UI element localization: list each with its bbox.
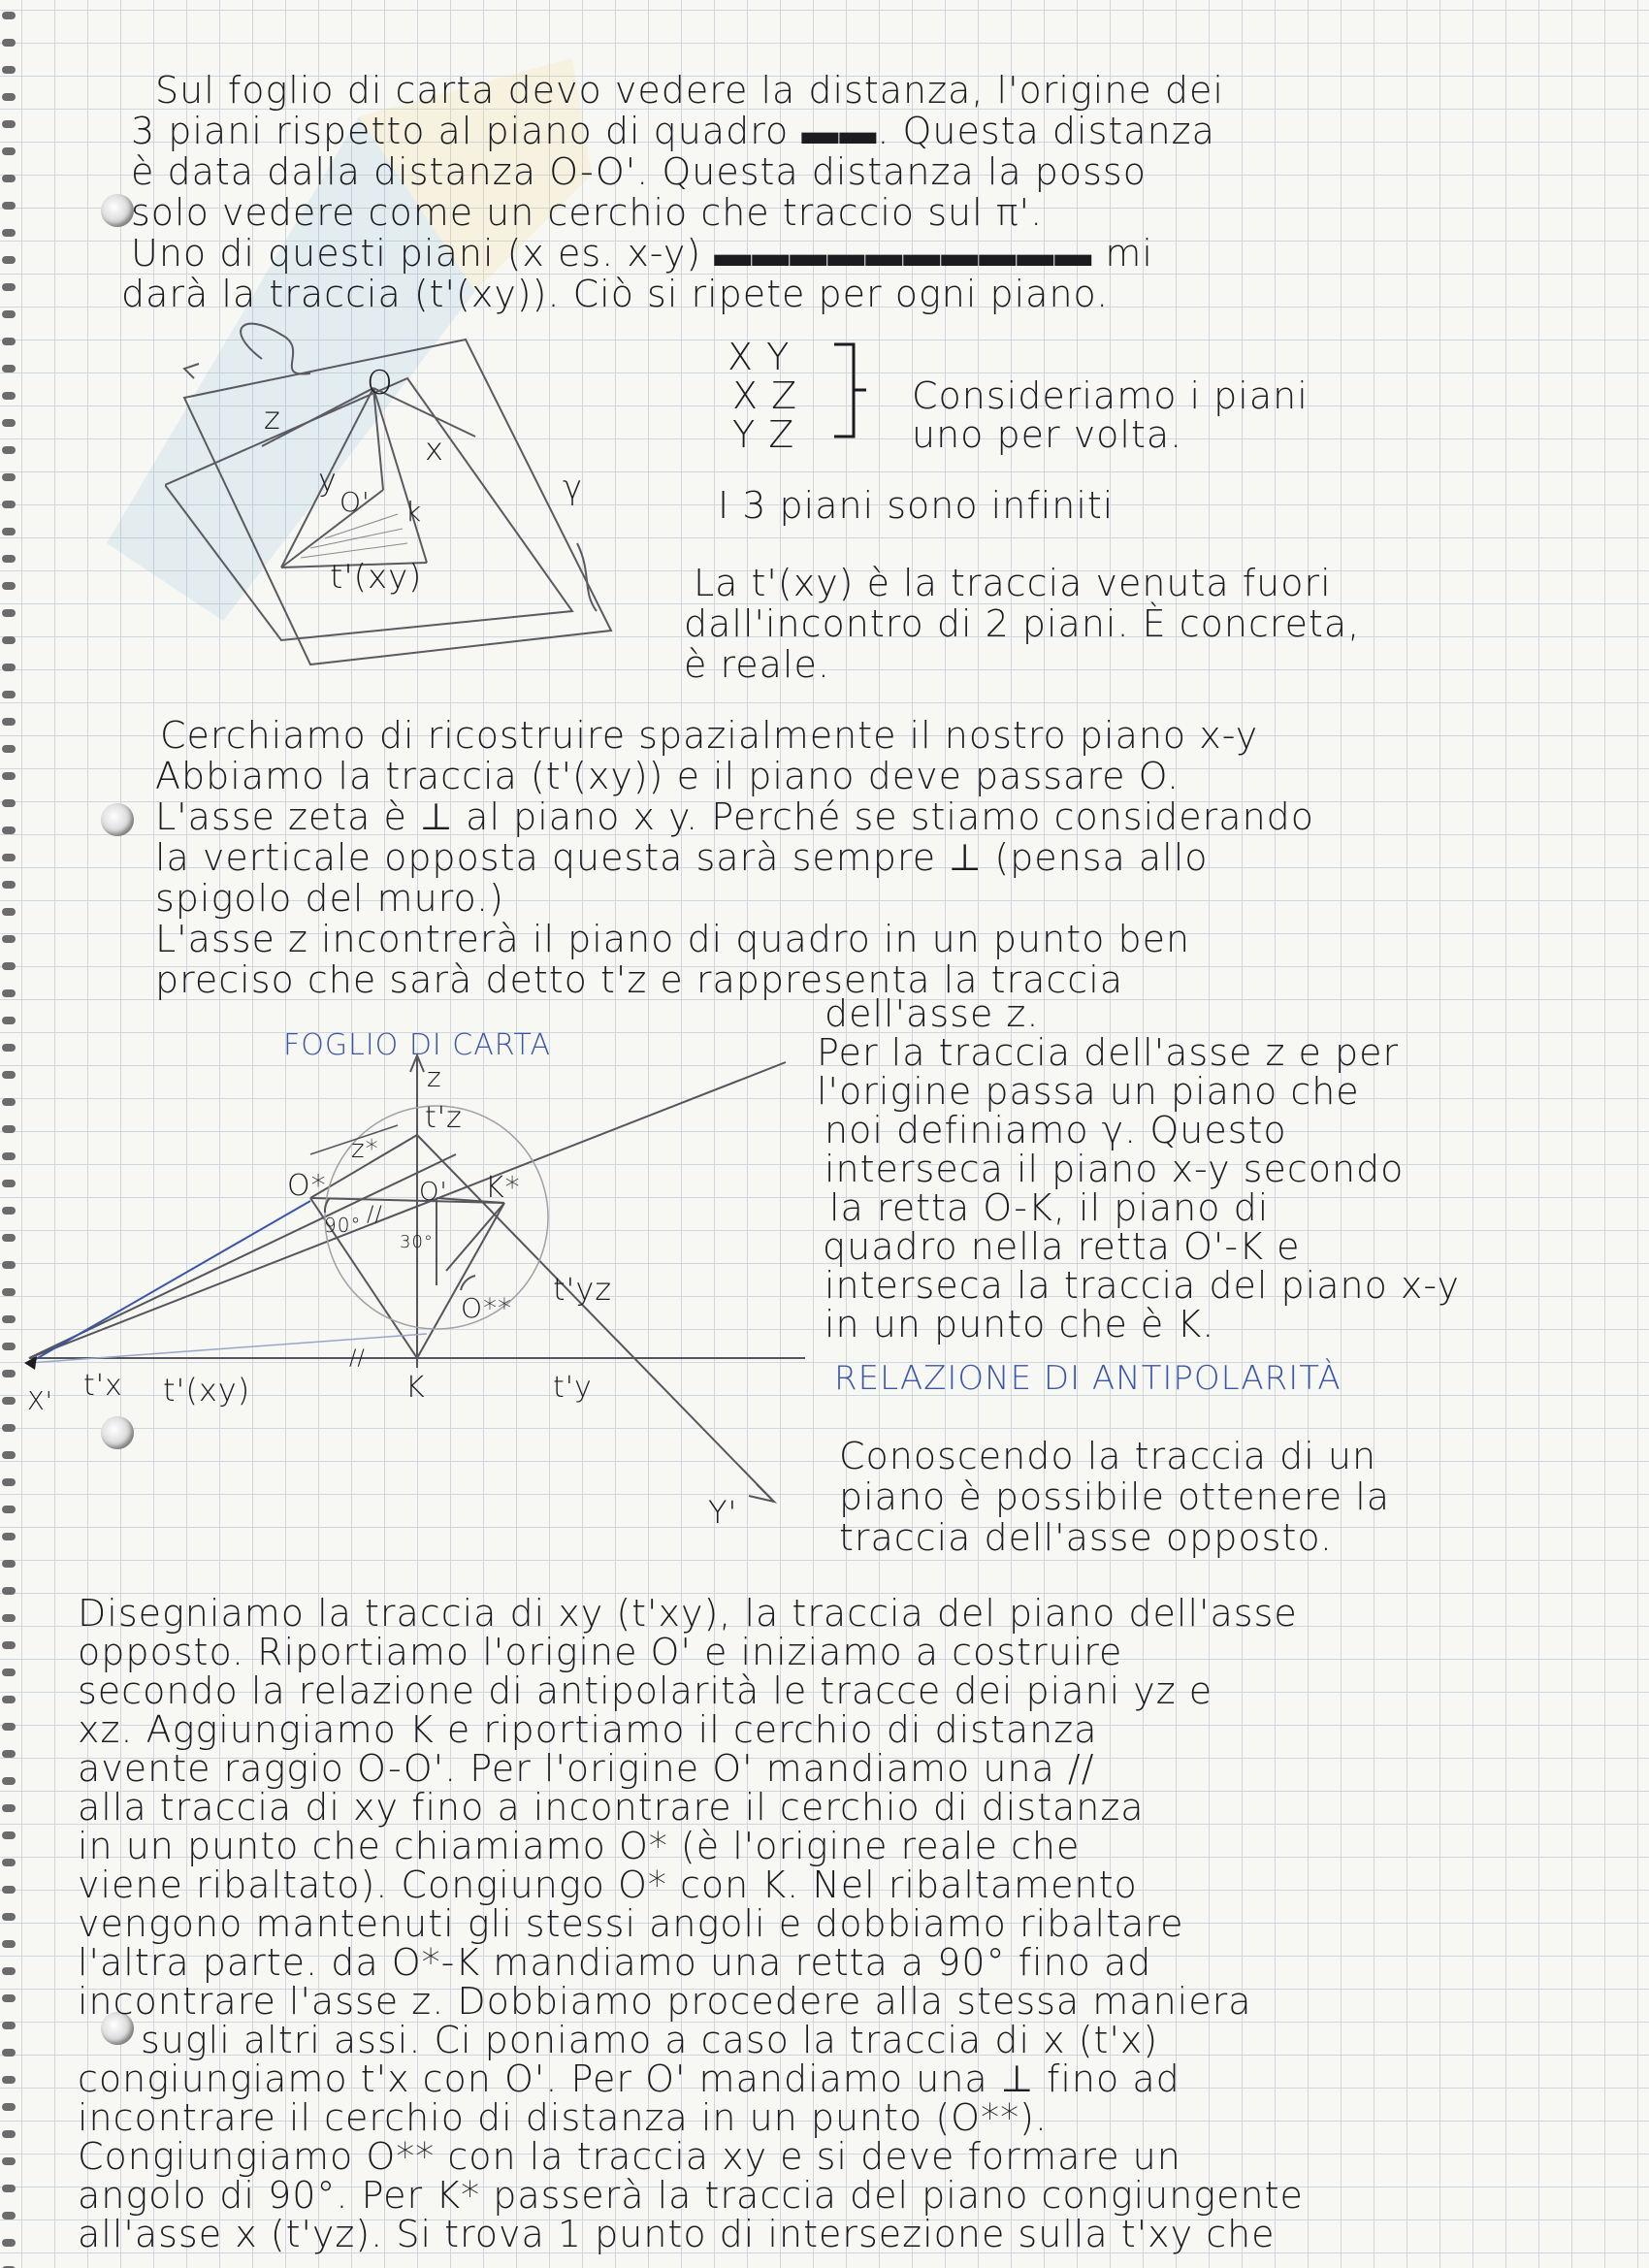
spiral-ring <box>2 2239 16 2247</box>
spiral-ring <box>2 1397 16 1405</box>
spiral-ring <box>2 1234 16 1242</box>
text-line: 3 piani rispetto al piano di quadro ▬▬. Questa distanza <box>131 110 1215 152</box>
spiral-ring <box>2 854 16 861</box>
spiral-ring <box>2 501 16 508</box>
spiral-ring <box>2 1478 16 1486</box>
spiral-ring <box>2 1506 16 1513</box>
spiral-ring <box>2 2157 16 2165</box>
spiral-ring <box>2 338 16 345</box>
label-yprime: Y' <box>708 1494 738 1531</box>
text-line: alla traccia di xy fino a incontrare il cerchio di distanza <box>78 1786 1145 1829</box>
spiral-ring <box>2 555 16 563</box>
spiral-ring <box>2 12 16 19</box>
label-tx: t'x <box>83 1369 123 1403</box>
spiral-ring <box>2 1071 16 1079</box>
spiral-ring <box>2 1967 16 1975</box>
text-line: opposto. Riportiamo l'origine O' e iniziamo a costruire <box>78 1631 1123 1673</box>
label-origin-prime: O' <box>340 486 371 518</box>
text-line: quadro nella retta O'-K e <box>823 1225 1301 1268</box>
text-line: Congiungiamo O** con la traccia xy e si deve formare un <box>78 2135 1181 2178</box>
text-line: noi definiamo γ. Questo <box>824 1109 1287 1151</box>
spiral-ring <box>2 392 16 400</box>
text-line: interseca il piano x-y secondo <box>824 1148 1405 1190</box>
label-axis-x: x <box>425 431 444 468</box>
spiral-ring <box>2 310 16 318</box>
spiral-ring <box>2 1370 16 1377</box>
label-parallel: // <box>367 1203 383 1227</box>
blue-line <box>29 1201 310 1363</box>
spiral-ring <box>2 1125 16 1133</box>
text-line: L'asse zeta è ⊥ al piano x y. Perché se stiamo considerando <box>155 795 1315 838</box>
label-z: z <box>427 1061 442 1093</box>
spiral-ring <box>2 446 16 454</box>
text-line: xz. Aggiungiamo K e riportiamo il cerchio di distanza <box>78 1708 1098 1751</box>
text-line: spigolo del muro.) <box>155 877 504 920</box>
text-line: angolo di 90°. Per K* passerà la traccia del piano congiungente <box>78 2174 1304 2217</box>
spiral-ring <box>2 1913 16 1921</box>
text-line: Disegniamo la traccia di xy (t'xy), la traccia del piano dell'asse <box>78 1592 1298 1635</box>
label-k: K <box>405 1371 426 1405</box>
spiral-ring <box>2 256 16 264</box>
spiral-ring <box>2 1451 16 1459</box>
spiral-ring <box>2 1859 16 1866</box>
spiral-ring <box>2 1750 16 1758</box>
line-tz-x <box>29 1062 786 1358</box>
spiral-ring <box>2 1315 16 1323</box>
label-tz: t'z <box>425 1101 463 1135</box>
spiral-ring <box>2 582 16 590</box>
spiral-ring <box>2 147 16 155</box>
text-line: solo vedere come un cerchio che traccio sul π'. <box>131 191 1044 234</box>
trace-note-line: La t'(xy) è la traccia venuta fuori <box>694 562 1332 604</box>
spiral-ring <box>2 799 16 807</box>
spiral-ring <box>2 1641 16 1649</box>
spiral-ring <box>2 691 16 698</box>
plane-item: Y Z <box>732 413 795 456</box>
text-line: Cerchiamo di ricostruire spazialmente il nostro piano x-y <box>160 714 1259 757</box>
spiral-ring <box>2 1343 16 1350</box>
spiral-ring <box>2 2022 16 2029</box>
spiral-ring <box>2 2130 16 2138</box>
text-line: Uno di questi piani (x es. x-y) ▬▬▬▬▬▬▬▬▬▬ mi <box>131 232 1153 275</box>
label-ty: t'y <box>553 1371 593 1405</box>
text-line: vengono mantenuti gli stessi angoli e dobbiamo ribaltare <box>78 1902 1184 1945</box>
text-line: L'asse z incontrerà il piano di quadro in un punto ben <box>155 918 1191 960</box>
section-title: RELAZIONE DI ANTIPOLARITÀ <box>834 1359 1342 1398</box>
spiral-ring <box>2 66 16 74</box>
label-oprime: O' <box>419 1178 448 1207</box>
label-origin: O <box>367 364 394 403</box>
spiral-ring <box>2 175 16 182</box>
label-kstar: K* <box>485 1171 521 1205</box>
spiral-ring <box>2 1696 16 1703</box>
label-gamma: γ <box>563 469 584 507</box>
line-tx-oprime <box>29 1154 456 1358</box>
punch-hole <box>101 803 134 836</box>
label-angle30: 30° <box>400 1232 434 1252</box>
spiral-ring <box>2 826 16 834</box>
text-line: congiungiamo t'x con O'. Per O' mandiamo una ⊥ fino ad <box>78 2057 1180 2100</box>
spiral-ring <box>2 1804 16 1812</box>
spiral-ring <box>2 120 16 128</box>
label-zstar: z* <box>351 1135 379 1164</box>
spiral-ring <box>2 1207 16 1215</box>
text-line: in un punto che chiamiamo O* (è l'origine reale che <box>78 1825 1081 1867</box>
antipolar-line: Conoscendo la traccia di un <box>839 1435 1377 1477</box>
spiral-ring <box>2 1777 16 1785</box>
spiral-ring <box>2 1669 16 1676</box>
label-angle90: 90° <box>324 1214 362 1237</box>
planes-note-line: uno per volta. <box>912 413 1183 456</box>
spiral-ring <box>2 2212 16 2219</box>
spiral-ring <box>2 93 16 101</box>
spiral-ring <box>2 1424 16 1432</box>
spiral-ring <box>2 419 16 427</box>
spiral-ring <box>2 881 16 889</box>
spiral-ring <box>2 2103 16 2111</box>
spiral-ring <box>2 202 16 210</box>
spiral-ring <box>2 1044 16 1052</box>
antipolar-line: piano è possibile ottenere la <box>839 1475 1391 1518</box>
diagram-antipolarity <box>19 1028 815 1513</box>
text-line: viene ribaltato). Congiungo O* con K. Nel ribaltamento <box>78 1863 1138 1906</box>
spiral-ring <box>2 39 16 47</box>
spiral-ring <box>2 718 16 726</box>
spiral-ring <box>2 664 16 671</box>
text-line: sugli altri assi. Ci poniamo a caso la traccia di x (t'x) <box>141 2019 1159 2061</box>
label-axis-y: y <box>318 462 338 499</box>
spiral-binding <box>0 0 21 2268</box>
spiral-ring <box>2 1533 16 1540</box>
spiral-ring <box>2 962 16 970</box>
spiral-ring <box>2 365 16 373</box>
infinite-note: I 3 piani sono infiniti <box>718 484 1115 527</box>
label-parallel-2: // <box>349 1346 366 1371</box>
text-line: in un punto che è K. <box>824 1303 1215 1345</box>
text-line: secondo la relazione di antipolarità le tracce dei piani yz e <box>78 1669 1213 1712</box>
spiral-ring <box>2 1180 16 1187</box>
spiral-ring <box>2 609 16 617</box>
plane-outline <box>184 340 611 664</box>
text-line: incontrare il cerchio di distanza in un punto (O**). <box>78 2096 1048 2139</box>
label-txy: t'(xy) <box>163 1372 251 1409</box>
planes-note-line: Consideriamo i piani <box>912 374 1309 417</box>
text-line: all'asse x (t'yz). Si trova 1 punto di intersezione sulla t'xy che <box>78 2213 1276 2255</box>
label-tyz: t'yz <box>553 1271 613 1308</box>
text-line: la verticale opposta questa sarà sempre ⊥ (pensa allo <box>155 836 1209 879</box>
spiral-ring <box>2 989 16 997</box>
text-line: Abbiamo la traccia (t'(xy)) e il piano deve passare O. <box>155 755 1180 797</box>
spiral-ring <box>2 1587 16 1595</box>
trace-note-line: è reale. <box>684 643 830 686</box>
text-line: preciso che sarà detto t'z e rappresenta la traccia <box>155 958 1124 1001</box>
spiral-ring <box>2 772 16 780</box>
spiral-ring <box>2 1614 16 1622</box>
spiral-ring <box>2 1831 16 1839</box>
axis-y-arrow <box>749 1484 774 1502</box>
spiral-ring <box>2 1886 16 1894</box>
text-line: l'altra parte. da O*-K mandiamo una retta a 90° fino ad <box>78 1941 1152 1984</box>
spiral-ring <box>2 473 16 481</box>
text-line: l'origine passa un piano che <box>817 1070 1360 1113</box>
spiral-ring <box>2 1098 16 1106</box>
label-k: k <box>405 496 423 528</box>
spiral-ring <box>2 636 16 644</box>
spiral-ring <box>2 229 16 237</box>
spiral-ring <box>2 528 16 535</box>
spiral-ring <box>2 745 16 753</box>
spiral-ring <box>2 1288 16 1296</box>
spiral-ring <box>2 1261 16 1269</box>
plane-item: X Z <box>732 374 798 417</box>
spiral-ring <box>2 2049 16 2057</box>
trace-note-line: dall'incontro di 2 piani. È concreta, <box>684 602 1361 645</box>
label-trace: t'(xy) <box>330 558 423 597</box>
text-line: incontrare l'asse z. Dobbiamo procedere alla stessa maniera <box>78 1980 1252 2023</box>
diagram-title: FOGLIO DI CARTA <box>283 1028 551 1062</box>
label-axis-z: z <box>264 400 281 437</box>
text-line: avente raggio O-O'. Per l'origine O' mandiamo una // <box>78 1747 1095 1790</box>
label-xprime: X' <box>27 1387 53 1416</box>
label-ostarstar: O** <box>461 1292 513 1324</box>
plane-item: X Y <box>728 336 791 378</box>
spiral-ring <box>2 2076 16 2084</box>
bracket <box>829 340 868 446</box>
label-ostar: O* <box>287 1169 327 1203</box>
antipolar-line: traccia dell'asse opposto. <box>839 1516 1334 1559</box>
text-line: la retta O-K, il piano di <box>829 1186 1270 1229</box>
text-line: dell'asse z. <box>824 992 1040 1035</box>
text-line: interseca la traccia del piano x-y <box>824 1264 1460 1307</box>
spiral-ring <box>2 1723 16 1731</box>
spiral-ring <box>2 1940 16 1948</box>
spiral-ring <box>2 2185 16 2192</box>
spiral-ring <box>2 1152 16 1160</box>
spiral-ring <box>2 908 16 916</box>
text-line: è data dalla distanza O-O'. Questa distanza la posso <box>131 150 1147 193</box>
spiral-ring <box>2 283 16 291</box>
text-line: Per la traccia dell'asse z e per <box>817 1031 1400 1074</box>
spiral-ring <box>2 935 16 943</box>
text-line: Sul foglio di carta devo vedere la distanza, l'origine dei <box>155 69 1224 112</box>
spiral-ring <box>2 1017 16 1024</box>
spiral-ring <box>2 1994 16 2002</box>
spiral-ring <box>2 1560 16 1568</box>
text-line: darà la traccia (t'(xy)). Ciò si ripete per ogni piano. <box>121 273 1110 315</box>
